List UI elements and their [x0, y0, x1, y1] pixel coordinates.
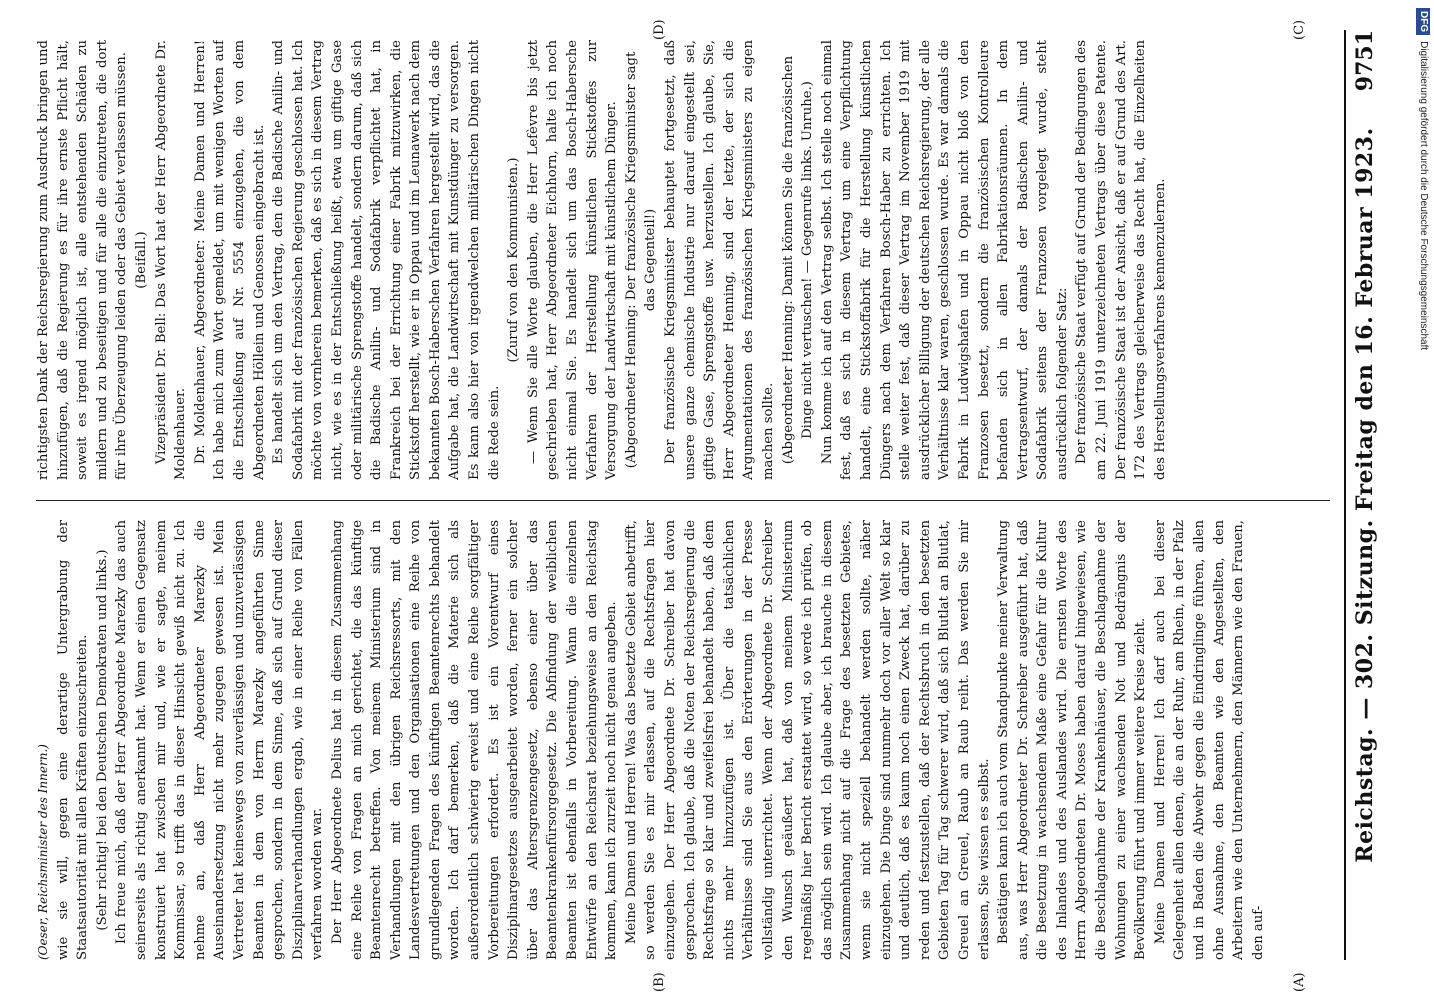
column-divider	[36, 500, 1330, 501]
right-column	[34, 40, 1332, 480]
speaker-intro: Vizepräsident Dr. Bell: Das Wort hat der Herr Abgeordnete Dr. Moldenhauer.	[153, 40, 189, 480]
margin-mark-a: (A)	[1292, 972, 1307, 992]
paragraph: richtigsten Dank der Reichsregierung zum Ausdruck bringen und hinzufügen, daß die Regierung es für ihre ernste Pflicht hält, soweit es irgend möglich ist, alle entstehenden Schäden zu mildern und zu beseitigen und für alle die einzutreten, die dort für ihre Überzeugung leiden oder das Gebiet verlassen müssen.	[36, 40, 130, 480]
paragraph: wie sie will, gegen eine derartige Untergrabung der Staatsautorität mit allen Kräften einzuschreiten.	[55, 520, 91, 960]
interjection: (Beifall.)	[133, 231, 149, 289]
digitization-text: Digitalisierung gefördert durch die Deutsche Forschungsgemeinschaft	[1418, 41, 1429, 351]
interjection: (Abgeordneter Henning: Damit können Sie die französischen Dinge nicht vertuschen! — Gegenrufe links. Unruhe.)	[780, 55, 816, 465]
paragraph: Bestätigen kann ich auch vom Standpunkte meiner Verwaltung aus, was Herr Abgeordneter Dr. Schreiber ausgeführt hat, daß die Besetzung in wachsendem Maße eine Gefahr für die Kultur des Inlandes und des Auslandes wird. Die ernsten Worte des Herrn Abgeordneten Dr. Moses haben darauf hingewiesen, wie die Beschlagnahme der Krankenhäuser, die Beschlagnahme der Wohnungen zu einer wachsenden Not und Bedrängnis der Bevölkerung führt und immer weitere Kreise zieht.	[996, 520, 1149, 960]
paragraph: Meine Damen und Herren! Was das besetzte Gebiet anbetrifft, so werden Sie es mir erlassen, auf die Rechtsfragen hier einzugehen. Der Herr Abgeordnete Dr. Schreiber hat davon gesprochen. Ich glaube, daß die Noten der Reichsregierung die Rechtsfrage so klar und zweifelsfrei behandelt haben, daß dem nichts mehr hinzuzufügen ist. Über die tatsächlichen Verhältnisse sind Sie aus den Erörterungen in der Presse vollständig unterrichtet. Wenn der Abgeordnete Dr. Schreiber den Wunsch geäußert hat, daß von meinem Ministerium regelmäßig hier Bericht erstattet wird, so werde ich prüfen, ob das möglich sein wird. Ich glaube aber, ich brauche in diesem Zusammenhang nicht auf die Frage des besetzten Gebietes, wenn sie nicht speziell behandelt werden sollte, näher einzugehen. Die Dinge sind nunmehr doch vor aller Welt so klar und deutlich, daß es kaum noch einen Zweck hat, darüber zu reden und festzustellen, daß der Rechtsbruch in den besetzten Gebieten Tag für Tag schwerer wird, daß sich Blutlat an Blutlat, Greuel an Greuel, Raub an Raub reiht. Das werden Sie mir erlassen, Sie wissen es selbst.	[623, 520, 992, 960]
paragraph: Es handelt sich um den Vertrag, den die Badische Anilin- und Sodafabrik mit der französischen Regierung geschlossen hat. Ich möchte von vornherein bemerken, daß es sich in diesem Vertrag nicht, wie es in der Entschließung heißt, etwa um giftige Gase oder militärische Sprengstoffe handelt, sondern darum, daß sich die Badische Anilin- und Sodafabrik verpflichtet hat, in Frankreich bei der Errichtung einer Fabrik mitzuwirken, die Stickstoff herstellt, wie er in Oppau und im Leunawerk nach dem bekannten Bosch-Haberschen Verfahren hergestellt wird, das die Aufgabe hat, die Landwirtschaft mit Kunstdünger zu versorgen. Es kann also hier von irgendwelchen militärischen Dingen nicht die Rede sein.	[271, 40, 502, 480]
speaker-line: (Oeser, Reichsminister des Innern.)	[36, 744, 50, 960]
digitization-note	[1416, 8, 1430, 993]
margin-mark-d: (D)	[652, 19, 667, 40]
margin-mark-b: (B)	[652, 972, 667, 992]
paragraph: Der Herr Abgeordnete Delius hat in diesem Zusammenhang eine Reihe von Fragen an mich gerichtet, die das künftige Beamtenrecht betreffen. Von meinem Ministerium sind in Verhandlungen mit den übrigen Reichsressorts, mit den Landesvertretungen und den Organisationen eine Reihe von grundlegenden Fragen des künftigen Beamtenrechts behandelt worden. Ich darf bemerken, daß die Materie sich als außerordentlich schwierig erweist und eine Reihe sorgfältiger Vorbereitungen erfordert. Es ist ein Vorentwurf eines Disziplinargesetzes ausgearbeitet worden, ferner ein solcher über das Altersgrenzengesetz, ebenso einer über das Beamtenkrankenfürsorgegesetz. Die Abfindung der weiblichen Beamten ist ebenfalls in Vorbereitung. Wann die einzelnen Entwürfe an den Reichsrat beziehungsweise an den Reichstag kommen, kann ich zurzeit noch nicht genau angeben.	[329, 520, 620, 960]
quotation: Der französische Staat verfügt auf Grund der Bedingungen des am 22. Juni 1919 unterzeichneten Vertrags über diese Patente. Der französische Staat ist der Ansicht, daß er auf Grund des Art. 172 des Vertrags gleicherweise das Recht hat, die Einzelheiten des Herstellungsverfahrens kennenzulernen.	[1074, 40, 1168, 480]
paragraph: Nun komme ich auf den Vertrag selbst. Ich stelle noch einmal fest, daß es sich in diesem Vertrag um eine Verpflichtung handelt, eine Stickstoffabrik für die Herstellung künstlichen Düngers nach dem Verfahren Bosch-Haber zu errichten. Ich stelle weiter fest, daß dieser Vertrag im November 1919 mit ausdrücklicher Billigung der deutschen Reichsregierung, der alle Verhältnisse klar waren, geschlossen wurde. Es war damals die Fabrik in Ludwigshafen und in Oppau nicht bloß von den Franzosen besetzt, sondern die französischen Kontrolleure befanden sich in allen Fabrikationsräumen. In dem Vertragsentwurf, der damals der Badischen Anilin- und Sodafabrik seitens der Franzosen vorgelegt wurde, steht ausdrücklich folgender Satz:	[819, 40, 1070, 480]
paragraph: Dr. Moldenhauer, Abgeordneter: Meine Damen und Herren! Ich habe mich zum Wort gemeldet, um mit wenigen Worten auf die Entschließung auf Nr. 5554 einzugehen, die von dem Abgeordneten Höllein und Genossen eingebracht ist.	[192, 40, 267, 480]
left-column	[34, 520, 1332, 960]
interjection: (Abgeordneter Henning: Der französische Kriegsminister sagt das Gegenteil!)	[623, 51, 659, 469]
paragraph: Meine Damen und Herren! Ich darf auch bei dieser Gelegenheit allen denen, die an der Ruhr, am Rhein, in der Pfalz und in Baden die Abwehr gegen die Eindringlinge führen, allen ohne Ausnahme, den Beamten wie den Angestellten, den Arbeitern wie den Unternehmern, den Männern wie den Frauen, den auf-	[1152, 520, 1266, 960]
paragraph: Der französische Kriegsminister behauptet fortgesetzt, daß unsere ganze chemische Industrie nur darauf eingestellt sei, giftige Gase, Sprengstoffe usw. herzustellen. Ich glaube, Sie, Herr Abgeordneter Henning, sind der letzte, der sich die Argumentationen des französischen Kriegsministers zu eigen machen sollte.	[663, 40, 776, 480]
paragraph: — Wenn Sie alle Worte glauben, die Herr Lefèvre bis jetzt geschrieben hat, Herr Abgeordneter Eichhorn, halte ich noch nicht einmal Sie. Es handelt sich um das Bosch-Habersche Verfahren der Herstellung künstlichen Stickstoffes zur Versorgung der Landwirtschaft mit künstlichem Dünger.	[525, 40, 620, 480]
dfg-logo: DFG	[1416, 8, 1430, 35]
interjection: (Sehr richtig! bei den Deutschen Demokraten und links.)	[94, 549, 110, 931]
running-head: Reichstag. — 302. Sitzung. Freitag den 16. Februar 1923.	[1352, 127, 1378, 863]
interjection: (Zuruf von den Kommunisten.)	[506, 157, 522, 363]
page-number: 9751	[1352, 30, 1378, 92]
page-header	[1352, 30, 1392, 960]
newspaper-page	[22, 0, 1412, 1000]
margin-mark-c: (C)	[1292, 19, 1307, 40]
header-rule	[1344, 30, 1346, 960]
paragraph: Ich freue mich, daß der Herr Abgeordnete Marezky das auch seinerseits als richtig anerkannt hat. Wenn er einen Gegensatz konstruiert hat zwischen mir und, wie er sagte, meinem Kommissar, so trifft das in dieser Hinsicht gewiß nicht zu. Ich nehme an, daß Herr Abgeordneter Marezky die Auseinandersetzung nicht mehr zugegen gewesen ist. Mein Vertreter hat keineswegs von zuverlässigen und unzuverlässigen Beamten in dem von Herrn Marezky angeführten Sinne gesprochen, sondern in dem Sinne, daß sich auf Grund dieser Disziplinarverhandlungen ergab, wie in einer Reihe von Fällen verfahren worden war.	[114, 520, 326, 960]
